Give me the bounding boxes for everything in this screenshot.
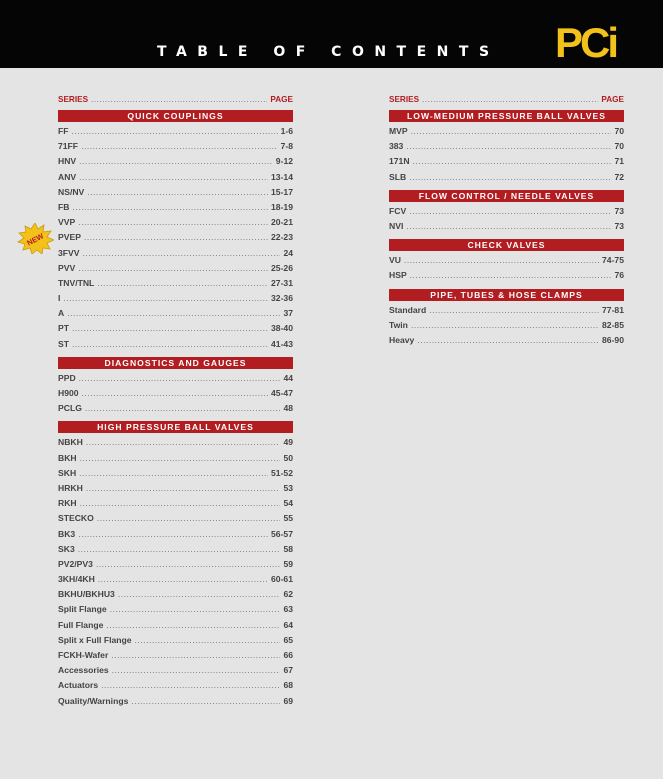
page-number: 45-47 bbox=[271, 388, 293, 398]
toc-entry[interactable] bbox=[58, 604, 293, 619]
page-number: 37 bbox=[283, 308, 293, 319]
page-number: 70 bbox=[614, 141, 624, 152]
leader-dots bbox=[78, 217, 268, 227]
toc-entry[interactable] bbox=[58, 293, 293, 308]
page-number: 9-12 bbox=[275, 156, 293, 167]
column-header bbox=[389, 95, 624, 107]
page-number: 48 bbox=[283, 403, 293, 414]
page-number: 64 bbox=[283, 619, 293, 630]
page-number: 76 bbox=[614, 270, 624, 281]
leader-dots bbox=[106, 620, 280, 630]
page-number: 72 bbox=[614, 171, 624, 182]
series-name: Split x Full Flange bbox=[58, 634, 132, 645]
leader-dots bbox=[67, 308, 280, 318]
series-name: PVEP bbox=[58, 232, 81, 243]
page-number: 74-75 bbox=[602, 255, 624, 266]
leader-dots bbox=[85, 403, 281, 413]
leader-dots bbox=[96, 559, 281, 569]
toc-entry[interactable] bbox=[58, 232, 293, 247]
leader-dots bbox=[86, 437, 281, 447]
pci-logo bbox=[555, 19, 623, 61]
leader-dots bbox=[81, 141, 278, 151]
toc-entry[interactable] bbox=[58, 544, 293, 559]
page-number: 1-6 bbox=[280, 126, 293, 136]
leader-dots bbox=[82, 388, 268, 398]
page-number: 82-85 bbox=[602, 319, 624, 330]
series-name: FCV bbox=[389, 205, 407, 216]
leader-dots bbox=[80, 453, 281, 463]
series-name: Full Flange bbox=[58, 619, 104, 630]
toc-entry[interactable] bbox=[58, 513, 293, 528]
page-number: 44 bbox=[283, 372, 293, 383]
toc-entry[interactable] bbox=[389, 221, 624, 236]
series-name: PVV bbox=[58, 262, 76, 273]
series-name: PCLG bbox=[58, 403, 82, 414]
page-number: 73 bbox=[614, 220, 624, 231]
toc-entry[interactable] bbox=[58, 403, 293, 418]
leader-dots bbox=[118, 589, 281, 599]
leader-dots bbox=[97, 278, 268, 288]
leader-dots bbox=[87, 187, 268, 197]
series-name: 71FF bbox=[58, 141, 79, 152]
page-number: 15-17 bbox=[271, 186, 293, 197]
series-name: TNV/TNL bbox=[58, 277, 95, 288]
toc-entry[interactable] bbox=[58, 248, 293, 263]
column-header bbox=[58, 95, 293, 107]
toc-entry[interactable] bbox=[58, 437, 293, 452]
page-number: 49 bbox=[283, 437, 293, 448]
page-number: 68 bbox=[283, 680, 293, 691]
toc-entry[interactable] bbox=[58, 468, 293, 483]
series-name: BK3 bbox=[58, 528, 76, 539]
page-number: 32-36 bbox=[271, 293, 293, 304]
series-name: ANV bbox=[58, 171, 77, 182]
left-column bbox=[58, 95, 293, 711]
leader-dots bbox=[79, 172, 268, 182]
leader-dots bbox=[72, 202, 268, 212]
page-number: 59 bbox=[283, 558, 293, 569]
page-number: 27-31 bbox=[271, 277, 293, 288]
series-name: NVI bbox=[389, 220, 404, 231]
toc-entry[interactable] bbox=[389, 305, 624, 320]
series-name: HSP bbox=[389, 270, 407, 281]
series-name: Quality/Warnings bbox=[58, 695, 129, 706]
series-name: RKH bbox=[58, 498, 77, 509]
leader-dots bbox=[83, 248, 281, 258]
page-number: 7-8 bbox=[280, 141, 293, 152]
toc-entry[interactable] bbox=[389, 156, 624, 171]
toc-entry[interactable] bbox=[58, 483, 293, 498]
leader-dots bbox=[110, 604, 281, 614]
series-name: Split Flange bbox=[58, 604, 107, 615]
page-number: 55 bbox=[283, 513, 293, 524]
leader-dots bbox=[411, 126, 612, 136]
page-number: 54 bbox=[283, 498, 293, 509]
page-number: 51-52 bbox=[271, 467, 293, 478]
leader-dots bbox=[411, 320, 599, 330]
series-name: HRKH bbox=[58, 482, 83, 493]
page-number: 25-26 bbox=[271, 262, 293, 273]
toc-entry[interactable] bbox=[58, 187, 293, 202]
toc-entry[interactable] bbox=[58, 574, 293, 589]
new-badge-text: NEW bbox=[25, 231, 46, 248]
series-name: STECKO bbox=[58, 513, 94, 524]
series-name: I bbox=[58, 293, 61, 304]
page-heading: PAGE bbox=[601, 95, 624, 104]
toc-entry[interactable] bbox=[58, 339, 293, 354]
series-name: BKH bbox=[58, 452, 77, 463]
page-number: 77-81 bbox=[602, 304, 624, 315]
page-number: 22-23 bbox=[271, 232, 293, 243]
section-heading: HIGH PRESSURE BALL VALVES bbox=[58, 421, 293, 433]
toc-entry[interactable] bbox=[58, 635, 293, 650]
toc-entry[interactable] bbox=[58, 141, 293, 156]
toc-entry[interactable] bbox=[58, 172, 293, 187]
series-name: NS/NV bbox=[58, 186, 85, 197]
toc-entry[interactable] bbox=[58, 453, 293, 468]
toc-entry[interactable] bbox=[58, 559, 293, 574]
toc-entry[interactable] bbox=[58, 650, 293, 665]
leader-dots bbox=[80, 498, 281, 508]
toc-entry[interactable] bbox=[58, 323, 293, 338]
leader-dots bbox=[72, 126, 278, 136]
series-name: SKH bbox=[58, 467, 77, 478]
leader-dots bbox=[79, 468, 268, 478]
toc-entry[interactable] bbox=[389, 270, 624, 285]
series-name: PV2/PV3 bbox=[58, 558, 93, 569]
leader-dots bbox=[78, 263, 268, 273]
toc-entry[interactable] bbox=[58, 665, 293, 680]
leader-dots bbox=[112, 665, 281, 675]
series-name: PT bbox=[58, 323, 69, 334]
series-name: SLB bbox=[389, 171, 407, 182]
page-number: 66 bbox=[283, 650, 293, 660]
toc-entry[interactable] bbox=[389, 126, 624, 141]
leader-dots bbox=[79, 156, 273, 166]
toc-entry[interactable] bbox=[58, 126, 293, 141]
new-badge bbox=[16, 223, 54, 254]
toc-entry[interactable] bbox=[58, 156, 293, 171]
leader-dots bbox=[86, 483, 281, 493]
leader-dots bbox=[404, 255, 599, 265]
page-number: 53 bbox=[283, 482, 293, 493]
leader-dots bbox=[63, 293, 268, 303]
header-bar bbox=[0, 0, 663, 68]
page-number: 41-43 bbox=[271, 338, 293, 349]
series-name: Actuators bbox=[58, 680, 99, 691]
toc-entry[interactable] bbox=[389, 335, 624, 350]
page-number: 67 bbox=[283, 665, 293, 676]
series-name: BKHU/BKHU3 bbox=[58, 589, 115, 600]
leader-dots bbox=[406, 221, 611, 231]
page-number: 18-19 bbox=[271, 201, 293, 212]
section-heading: CHECK VALVES bbox=[389, 239, 624, 251]
page-number: 58 bbox=[283, 543, 293, 554]
toc-entry[interactable] bbox=[58, 217, 293, 232]
leader-dots bbox=[413, 156, 612, 166]
toc-entry[interactable] bbox=[58, 529, 293, 544]
series-name: MVP bbox=[389, 126, 408, 136]
toc-entry[interactable] bbox=[58, 373, 293, 388]
leader-dots bbox=[98, 574, 268, 584]
leader-dots bbox=[409, 206, 611, 216]
page-number: 71 bbox=[614, 156, 624, 167]
toc-entry[interactable] bbox=[389, 172, 624, 187]
leader-dots bbox=[97, 513, 281, 523]
leader-dots bbox=[101, 680, 280, 690]
series-name: NBKH bbox=[58, 437, 83, 448]
leader-dots bbox=[78, 529, 268, 539]
series-name: Accessories bbox=[58, 665, 109, 676]
series-name: Heavy bbox=[389, 334, 415, 345]
series-name: SK3 bbox=[58, 543, 75, 554]
series-name: ST bbox=[58, 338, 69, 349]
toc-entry[interactable] bbox=[389, 255, 624, 270]
leader-dots bbox=[406, 141, 611, 151]
toc-entry[interactable] bbox=[58, 620, 293, 635]
leader-dots bbox=[429, 305, 599, 315]
section-heading: PIPE, TUBES & HOSE CLAMPS bbox=[389, 289, 624, 301]
series-name: H900 bbox=[58, 388, 79, 398]
toc-entry[interactable] bbox=[58, 278, 293, 293]
leader-dots bbox=[78, 544, 281, 554]
page-number: 13-14 bbox=[271, 171, 293, 182]
series-name: A bbox=[58, 308, 65, 319]
page-heading: PAGE bbox=[270, 95, 293, 104]
page-number: 63 bbox=[283, 604, 293, 615]
leader-dots bbox=[72, 339, 268, 349]
leader-dots bbox=[417, 335, 599, 345]
page-title: TABLE OF CONTENTS bbox=[157, 44, 500, 60]
toc-entry[interactable] bbox=[58, 263, 293, 278]
page-number: 65 bbox=[283, 634, 293, 645]
page-number: 70 bbox=[614, 126, 624, 136]
section-heading: LOW-MEDIUM PRESSURE BALL VALVES bbox=[389, 110, 624, 122]
leader-dots bbox=[422, 95, 598, 104]
page-number: 24 bbox=[283, 247, 293, 258]
series-name: FF bbox=[58, 126, 69, 136]
page-number: 69 bbox=[283, 695, 293, 706]
right-column bbox=[389, 95, 624, 350]
series-name: FCKH-Wafer bbox=[58, 650, 109, 660]
section-heading: FLOW CONTROL / NEEDLE VALVES bbox=[389, 190, 624, 202]
page-number: 62 bbox=[283, 589, 293, 600]
page-number: 20-21 bbox=[271, 217, 293, 228]
toc-entry[interactable] bbox=[58, 388, 293, 403]
series-name: Standard bbox=[389, 304, 427, 315]
toc-entry[interactable] bbox=[58, 498, 293, 513]
page-number: 73 bbox=[614, 205, 624, 216]
toc-entry[interactable] bbox=[58, 696, 293, 711]
toc-entry[interactable] bbox=[389, 206, 624, 221]
leader-dots bbox=[111, 650, 280, 660]
toc-entry[interactable] bbox=[58, 680, 293, 695]
toc-entry[interactable] bbox=[58, 308, 293, 323]
series-name: HNV bbox=[58, 156, 77, 167]
logo-text: PCi bbox=[555, 19, 617, 61]
leader-dots bbox=[91, 95, 267, 104]
series-heading: SERIES bbox=[389, 95, 420, 104]
page-number: 38-40 bbox=[271, 323, 293, 334]
page-number: 86-90 bbox=[602, 334, 624, 345]
toc-entry[interactable] bbox=[58, 589, 293, 604]
series-name: 3FVV bbox=[58, 247, 80, 258]
leader-dots bbox=[72, 323, 268, 333]
leader-dots bbox=[135, 635, 281, 645]
series-name: FB bbox=[58, 201, 70, 212]
page-number: 56-57 bbox=[271, 528, 293, 539]
section-heading: DIAGNOSTICS AND GAUGES bbox=[58, 357, 293, 369]
leader-dots bbox=[84, 232, 268, 242]
toc-entry[interactable] bbox=[58, 202, 293, 217]
series-heading: SERIES bbox=[58, 95, 89, 104]
leader-dots bbox=[409, 172, 611, 182]
series-name: VVP bbox=[58, 217, 76, 228]
series-name: 383 bbox=[389, 141, 404, 152]
page-number: 60-61 bbox=[271, 574, 293, 585]
leader-dots bbox=[410, 270, 612, 280]
toc-entry[interactable] bbox=[389, 320, 624, 335]
page-number: 50 bbox=[283, 452, 293, 463]
series-name: 3KH/4KH bbox=[58, 574, 95, 585]
leader-dots bbox=[79, 373, 281, 383]
section-heading: QUICK COUPLINGS bbox=[58, 110, 293, 122]
series-name: PPD bbox=[58, 372, 76, 383]
series-name: Twin bbox=[389, 319, 408, 330]
series-name: 171N bbox=[389, 156, 410, 167]
series-name: VU bbox=[389, 255, 401, 266]
leader-dots bbox=[131, 696, 280, 706]
toc-entry[interactable] bbox=[389, 141, 624, 156]
